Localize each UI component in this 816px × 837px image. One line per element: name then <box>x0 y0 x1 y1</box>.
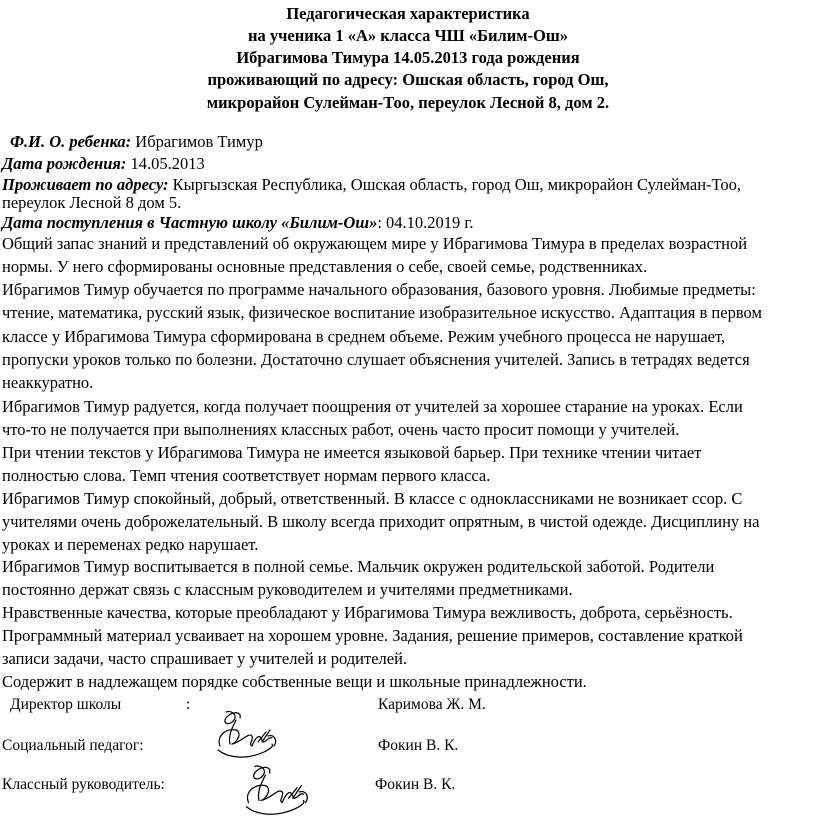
director-name: Каримова Ж. М. <box>378 696 486 713</box>
body-line: Ибрагимов Тимур спокойный, добрый, ответственный. В классе с одноклассниками не возникает ссор. С <box>2 489 743 508</box>
body-line: записи задачи, часто спрашивает у учителей и родителей. <box>2 649 408 668</box>
body-line: полностью слова. Темп чтения соответствует нормам первого класса. <box>2 466 491 485</box>
body-line: пропуски уроков только по болезни. Достаточно слушает объяснения учителей. Запись в тетрадях ведется <box>2 350 750 369</box>
body-line: При чтении текстов у Ибрагимова Тимура не имеется языковой барьер. При технике чтении читает <box>2 443 702 462</box>
address-value: Кыргызская Республика, Ошская область, город Ош, микрорайон Сулейман-Тоо, <box>168 175 741 194</box>
header-line-address-1: проживающий по адресу: Ошская область, город Ош, <box>207 70 609 89</box>
director-label: Директор школы <box>10 696 122 713</box>
body-line: Содержит в надлежащем порядке собственные вещи и школьные принадлежности. <box>2 672 587 691</box>
social-pedagogue-label: Социальный педагог: <box>2 737 144 754</box>
class-teacher-name: Фокин В. К. <box>375 776 456 793</box>
birth-date-value: 14.05.2013 <box>126 154 205 173</box>
social-pedagogue-signature <box>212 706 282 768</box>
address-label: Проживает по адресу: <box>2 175 169 194</box>
body-line: Ибрагимов Тимур обучается по программе начального образования, базового уровня. Любимые предметы: <box>2 280 756 299</box>
body-line: нормы. У него сформированы основные представления о себе, своей семье, родственниках. <box>2 257 648 276</box>
child-name-value: Ибрагимов Тимур <box>131 132 263 151</box>
director-colon: : <box>186 696 191 713</box>
social-pedagogue-name: Фокин В. К. <box>378 737 459 754</box>
header-line-class: на ученика 1 «А» класса ЧШ «Билим-Ош» <box>247 26 569 45</box>
body-line: Ибрагимов Тимур радуется, когда получает поощрения от учителей за хорошее старание на уроках. Если <box>2 397 743 416</box>
body-line: классе у Ибрагимова Тимура сформирована в среднем объеме. Режим учебного процесса не нарушает, <box>2 327 726 346</box>
body-line: Программный материал усваивает на хорошем уровне. Задания, решение примеров, составление краткой <box>2 626 743 645</box>
body-line: Ибрагимов Тимур воспитывается в полной семье. Мальчик окружен родительской заботой. Родители <box>2 557 715 576</box>
birth-date-row <box>2 153 205 175</box>
body-line: постоянно держат связь с классным руководителем и учителями предметниками. <box>2 580 573 599</box>
child-name-label: Ф.И. О. ребенка: <box>10 132 132 151</box>
class-teacher-label: Классный руководитель: <box>2 776 165 793</box>
address-row-continued: переулок Лесной 8 дом 5. <box>2 193 182 212</box>
child-name-row <box>10 131 263 153</box>
header-title: Педагогическая характеристика <box>286 4 530 23</box>
admission-label: Дата поступления в Частную школу «Билим-Ош» <box>2 213 378 232</box>
body-line: уроках и переменах редко нарушает. <box>2 535 259 554</box>
body-line: неаккуратно. <box>2 373 94 392</box>
body-line: Общий запас знаний и представлений об окружающем мире у Ибрагимова Тимура в пределах возрастной <box>2 234 748 253</box>
birth-date-label: Дата рождения: <box>2 154 127 173</box>
class-teacher-signature <box>240 760 314 826</box>
admission-row <box>2 212 473 234</box>
body-line: Нравственные качества, которые преобладают у Ибрагимова Тимура вежливость, доброта, серьёзность. <box>2 603 733 622</box>
header-line-address-2: микрорайон Сулейман-Тоо, переулок Лесной 8, дом 2. <box>206 93 610 112</box>
body-line: чтение, математика, русский язык, физическое воспитание изобразительное искусство. Адаптация в первом <box>2 303 762 322</box>
body-line: что-то не получается при выполнениях классных работ, очень часто просит помощи у учителей. <box>2 420 680 439</box>
header-line-name: Ибрагимова Тимура 14.05.2013 года рождения <box>236 48 580 67</box>
body-line: учителями очень доброжелательный. В школу всегда приходит опрятным, в чистой одежде. Дисциплину на <box>2 512 760 531</box>
admission-value: : 04.10.2019 г. <box>377 213 474 232</box>
